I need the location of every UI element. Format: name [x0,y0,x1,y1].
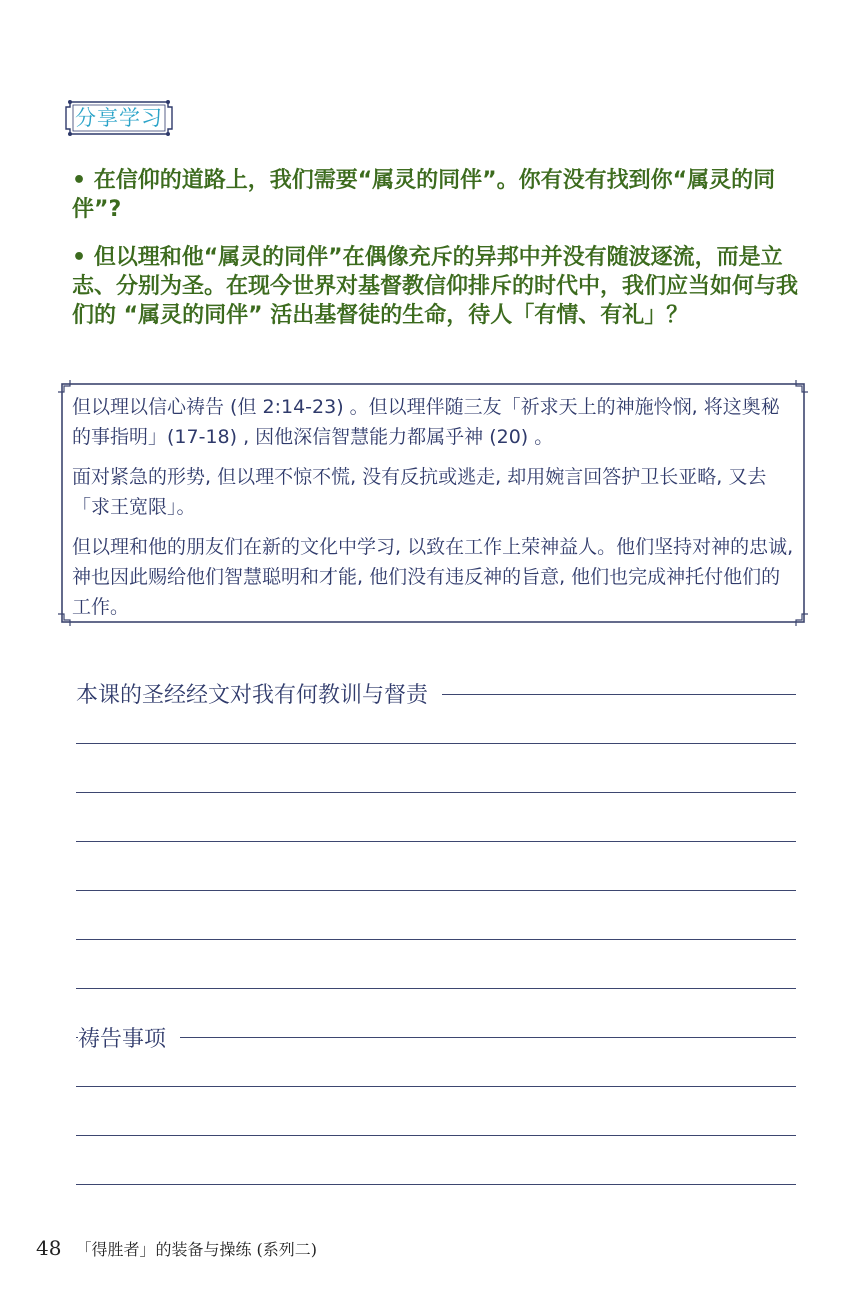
commentary-paragraph-2: 面对紧急的形势, 但以理不惊不慌, 没有反抗或逃走, 却用婉言回答护卫长亚略, 又去「求王宽限」。 [72,466,767,518]
page-number: 48 [36,1236,62,1260]
writing-line[interactable] [76,1184,796,1185]
commentary-box [58,380,808,626]
writing-line[interactable] [76,1135,796,1136]
question-2: • 但以理和他“属灵的同伴”在偶像充斥的异邦中并没有随波逐流，而是立志、分别为圣。在现今世界对基督教信仰排斥的时代中，我们应当如何与我们的 “属灵的同伴” 活出基督徒的生命，待人「有情、有礼」？ [72,245,799,328]
writing-line[interactable] [76,890,796,891]
page-footer [36,1236,317,1260]
writing-line[interactable] [76,743,796,744]
writing-line[interactable] [76,792,796,793]
writing-line[interactable] [76,939,796,940]
section-tag [64,98,174,138]
prayer-prompt: 祷告事项 [78,1022,180,1053]
commentary-paragraph-3: 但以理和他的朋友们在新的文化中学习, 以致在工作上荣神益人。他们坚持对神的忠诚, 神也因此赐给他们智慧聪明和才能, 他们没有违反神的旨意, 他们也完成神托付他们的工作。 [72,536,794,618]
commentary-text [72,392,794,632]
book-title: 「得胜者」的装备与操练 (系列二) [75,1240,318,1259]
question-1: • 在信仰的道路上，我们需要“属灵的同伴”。你有没有找到你“属灵的同伴”? [72,168,776,222]
commentary-paragraph-1: 但以理以信心祷告 (但 2:14-23) 。但以理伴随三友「祈求天上的神施怜悯, 将这奥秘的事指明」(17-18) , 因他深信智慧能力都属乎神 (20) 。 [72,396,780,448]
writing-line[interactable] [76,841,796,842]
reflection-prompt: 本课的圣经经文对我有何教训与督责 [76,678,442,709]
discussion-questions [72,166,800,349]
writing-line[interactable] [76,988,796,989]
writing-line[interactable] [76,1086,796,1087]
section-tag-label: 分享学习 [75,106,163,130]
writing-line[interactable] [76,1037,796,1038]
